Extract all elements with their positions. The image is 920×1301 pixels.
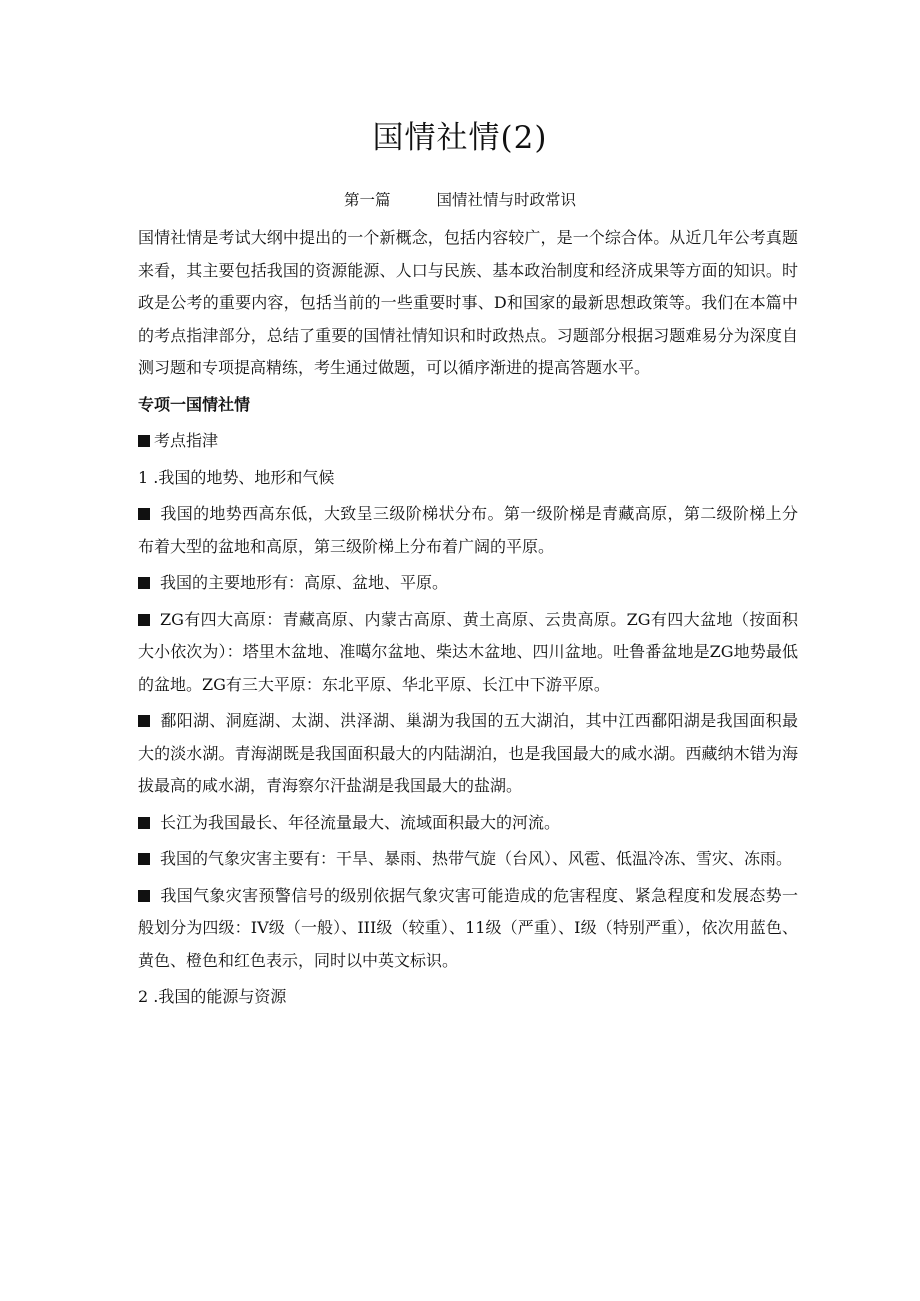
bullet-square-icon bbox=[138, 853, 150, 865]
bullet-square-icon bbox=[138, 715, 150, 727]
chapter-number: 第一篇 bbox=[343, 191, 391, 209]
bullet-item: 我国的气象灾害主要有：干旱、暴雨、热带气旋（台风）、风雹、低温冷冻、雪灾、冻雨。 bbox=[138, 843, 798, 876]
bullet-item: 我国的地势西高东低，大致呈三级阶梯状分布。第一级阶梯是青藏高原，第二级阶梯上分布着大型的盆地和高原，第三级阶梯上分布着广阔的平原。 bbox=[138, 504, 798, 556]
subsection-heading: 考点指津 bbox=[138, 425, 798, 458]
chapter-heading bbox=[0, 188, 920, 210]
bullet-square-icon bbox=[138, 614, 150, 626]
bullet-square-icon bbox=[138, 435, 150, 447]
bullet-item: 我国的主要地形有：高原、盆地、平原。 bbox=[138, 567, 798, 600]
bullet-square-icon bbox=[138, 817, 150, 829]
intro-paragraph: 国情社情是考试大纲中提出的一个新概念，包括内容较广，是一个综合体。从近几年公考真题来看，其主要包括我国的资源能源、人口与民族、基本政治制度和经济成果等方面的知识。时政是公考的重要内容，包括当前的一些重要时事、D和国家的最新思想政策等。我们在本篇中的考点指津部分，总结了重要的国情社情知识和时政热点。习题部分根据习题难易分为深度自测习题和专项提高精练，考生通过做题，可以循序渐进的提高答题水平。 bbox=[138, 228, 798, 377]
chapter-title: 国情社情与时政常识 bbox=[436, 191, 577, 209]
bullet-square-icon bbox=[138, 508, 150, 520]
bullet-square-icon bbox=[138, 577, 150, 589]
bullet-item: ZG有四大高原：青藏高原、内蒙古高原、黄土高原、云贵高原。ZG有四大盆地（按面积大小依次为）：塔里木盆地、准噶尔盆地、柴达木盆地、四川盆地。吐鲁番盆地是ZG地势最低的盆地。ZG有三大平原：东北平原、华北平原、长江中下游平原。 bbox=[138, 609, 798, 694]
topic-heading: 1 .我国的地势、地形和气候 bbox=[138, 467, 335, 487]
topic-heading: 2 .我国的能源与资源 bbox=[138, 987, 287, 1006]
bullet-item: 长江为我国最长、年径流量最大、流域面积最大的河流。 bbox=[138, 807, 798, 840]
document-body bbox=[138, 222, 798, 1014]
document-title: 国情社情(2) bbox=[372, 120, 548, 156]
bullet-item: 我国气象灾害预警信号的级别依据气象灾害可能造成的危害程度、紧急程度和发展态势一般划分为四级：IV级（一般）、III级（较重）、11级（严重）、I级（特别严重），依次用蓝色、黄色、橙色和红色表示，同时以中英文标识。 bbox=[138, 885, 798, 970]
bullet-square-icon bbox=[138, 890, 150, 902]
bullet-item: 鄱阳湖、洞庭湖、太湖、洪泽湖、巢湖为我国的五大湖泊，其中江西鄱阳湖是我国面积最大的淡水湖。青海湖既是我国面积最大的内陆湖泊，也是我国最大的咸水湖。西藏纳木错为海拔最高的咸水湖，青海察尔汗盐湖是我国最大的盐湖。 bbox=[138, 711, 798, 795]
section-heading: 专项一国情社情 bbox=[138, 394, 251, 414]
